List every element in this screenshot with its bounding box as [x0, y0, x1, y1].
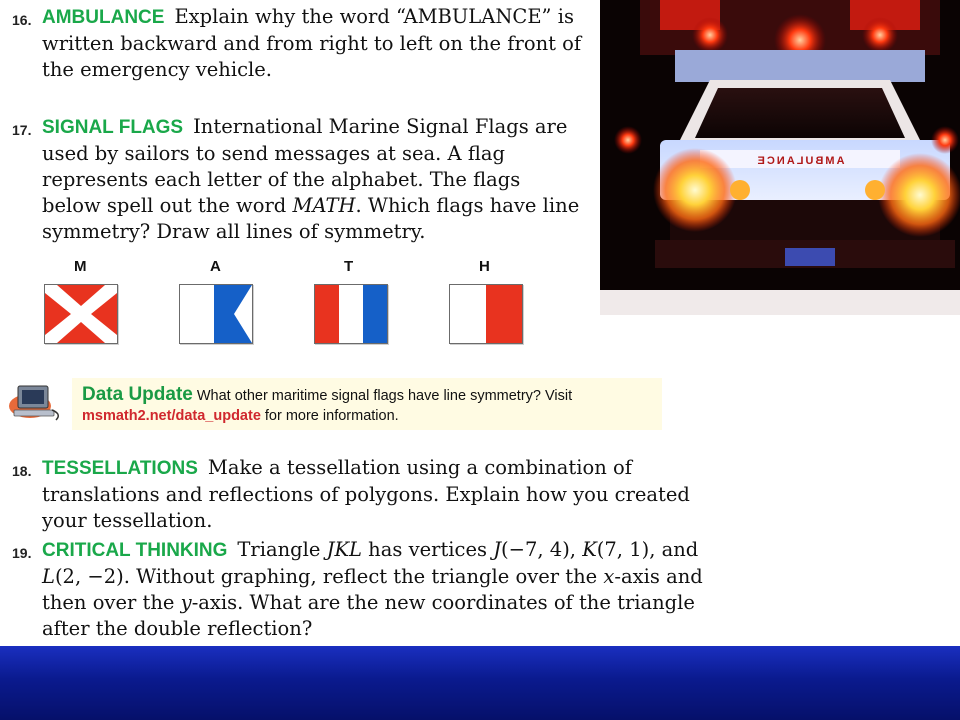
- problem-text: -axis. What are the new coordinates of the triangle after the double reflection?: [42, 591, 695, 640]
- ambulance-reversed-text: AMBULANCE: [755, 155, 845, 167]
- triangle-name: JKL: [326, 538, 362, 561]
- problem-number: 18.: [12, 463, 32, 479]
- data-update-text: What other maritime signal flags have line symmetry? Visit: [196, 388, 573, 404]
- problem-keyword: SIGNAL FLAGS: [42, 117, 184, 138]
- problem-text-end: . Which flags have line symmetry? Draw all lines of symmetry.: [42, 194, 580, 243]
- problem-number: 17.: [12, 122, 32, 138]
- flag-label-t: T: [344, 258, 354, 275]
- problem-number: 16.: [12, 12, 32, 28]
- problem-keyword: AMBULANCE: [42, 7, 165, 28]
- computer-icon: [8, 380, 68, 424]
- flag-label-a: A: [210, 258, 221, 275]
- flag-t-white-stripe: [339, 285, 363, 343]
- problem-text: International Marine Signal Flags are used by sailors to send messages at sea. A flag represents each letter of the alphabet. The flags below spell out the word: [42, 115, 568, 217]
- flag-m: [44, 284, 118, 344]
- problem-text: -axis and then over the: [42, 565, 703, 614]
- problem-16: [12, 4, 582, 83]
- vertex-l-coords: (2, −2). Without graphing, reflect the triangle over the: [54, 565, 604, 588]
- y-variable: y: [180, 591, 192, 614]
- flag-h-white-half: [450, 285, 486, 343]
- problem-text: Triangle: [237, 538, 327, 561]
- vertex-k-coords: (7, 1), and: [596, 538, 699, 561]
- problem-keyword: TESSELLATIONS: [42, 458, 198, 479]
- vertex-j-coords: (−7, 4),: [501, 538, 583, 561]
- problem-number: 19.: [12, 545, 32, 561]
- data-update-box: [8, 378, 662, 430]
- flag-t-red-stripe: [315, 285, 339, 343]
- vertex-l: L: [42, 565, 55, 588]
- problem-text: Make a tessellation using a combination of translations and reflections of polygons. Explain how you created your tessellation.: [42, 456, 690, 532]
- problem-17: [12, 114, 582, 245]
- problem-19: [12, 537, 712, 642]
- vertex-j: J: [493, 538, 502, 561]
- vertex-k: K: [582, 538, 597, 561]
- ambulance-illustration: [600, 0, 960, 315]
- problem-text: Explain why the word “AMBULANCE” is written backward and from right to left on the front of the emergency vehicle.: [42, 5, 582, 81]
- flag-h-red-half: [486, 285, 522, 343]
- data-update-link[interactable]: msmath2.net/data_update: [82, 408, 261, 424]
- problem-text: has vertices: [361, 538, 494, 561]
- x-variable: x: [603, 565, 615, 588]
- flag-t: [314, 284, 388, 344]
- flag-h: [449, 284, 523, 344]
- math-word: MATH: [292, 194, 356, 217]
- problem-18: [12, 455, 732, 534]
- footer-bar: [0, 646, 960, 720]
- problem-keyword: CRITICAL THINKING: [42, 540, 228, 561]
- ambulance-photo: [600, 0, 960, 315]
- data-update-title: Data Update: [82, 384, 193, 405]
- flag-a: [179, 284, 253, 344]
- data-update-text-2: for more information.: [264, 408, 399, 424]
- flag-label-h: H: [479, 258, 490, 275]
- flag-label-m: M: [74, 258, 87, 275]
- flag-t-blue-stripe: [363, 285, 387, 343]
